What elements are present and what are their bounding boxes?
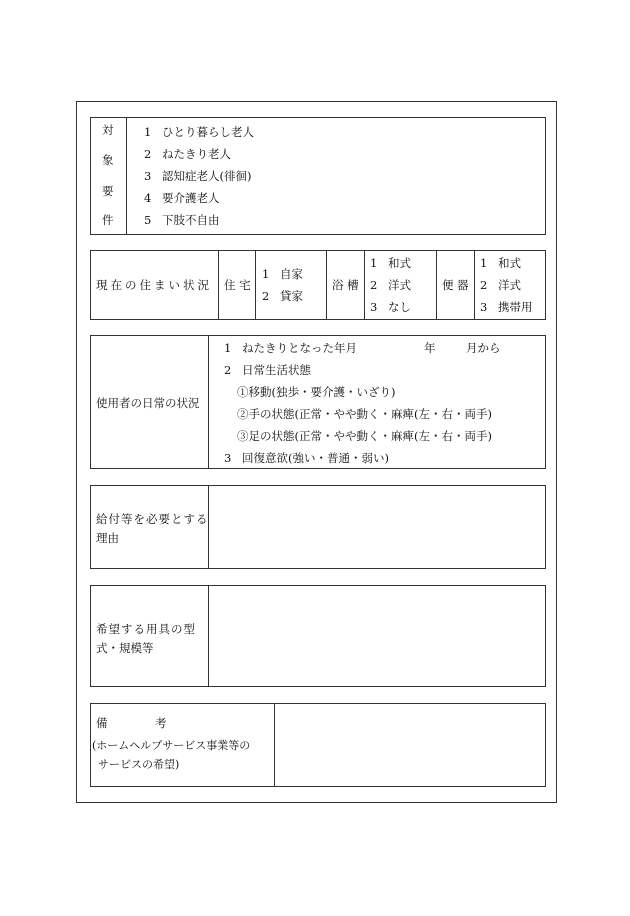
housing-divider-5 (436, 250, 437, 320)
remarks-label-b: 考 (155, 716, 167, 730)
option-num: 1 (480, 256, 488, 270)
equipment-label-1: 希望する用具の型 (96, 622, 196, 636)
target-item-text: ねたきり老人 (162, 147, 231, 161)
remarks-label-a: 備 (96, 716, 108, 730)
bath-option-2[interactable] (370, 278, 411, 292)
target-item-num: 4 (144, 191, 152, 205)
housing-divider-6 (474, 250, 475, 320)
daily-sub-2[interactable]: ②手の状態(正常・やや動く・麻痺(左・右・両手) (237, 407, 492, 421)
toilet-option-3[interactable] (480, 300, 533, 314)
target-item-5[interactable] (144, 213, 220, 227)
housing-label: 現在の住まい状況 (96, 278, 212, 292)
equipment-label-2: 式・規模等 (96, 641, 154, 655)
option-num: 3 (370, 300, 378, 314)
option-text: 和式 (498, 256, 521, 270)
option-text: 和式 (388, 256, 411, 270)
target-item-3[interactable] (144, 169, 251, 183)
option-text: 携帯用 (498, 300, 533, 314)
line-text: ねたきりとなった年月 (242, 341, 357, 355)
target-item-num: 3 (144, 169, 152, 183)
toilet-option-1[interactable] (480, 256, 521, 270)
daily-sub-3[interactable]: ③足の状態(正常・やや動く・麻痺(左・右・両手) (237, 429, 492, 443)
option-text: 自家 (280, 267, 303, 281)
reason-input-area[interactable] (209, 486, 545, 568)
target-item-text: 要介護老人 (162, 191, 220, 205)
target-label-char-2: 象 (102, 153, 114, 167)
housing-divider-3 (326, 250, 327, 320)
target-label-char-4: 件 (102, 213, 114, 227)
target-item-4[interactable] (144, 191, 220, 205)
reason-label-1: 給付等を必要とする (96, 512, 209, 526)
option-num: 1 (370, 256, 378, 270)
daily-divider (208, 335, 209, 469)
reason-label-2: 理由 (96, 531, 119, 545)
target-item-text: 下肢不自由 (162, 213, 220, 227)
residence-label: 住 宅 (224, 278, 251, 292)
line-num: 3 (224, 451, 232, 465)
option-text: 洋式 (388, 278, 411, 292)
daily-line-2 (224, 363, 311, 377)
daily-label: 使用者の日常の状況 (96, 396, 200, 410)
target-item-num: 5 (144, 213, 152, 227)
target-item-num: 1 (144, 125, 152, 139)
target-label-char-1: 対 (102, 123, 114, 137)
option-text: 貸家 (280, 289, 303, 303)
option-num: 2 (480, 278, 488, 292)
daily-sub-1[interactable]: ①移動(独歩・要介護・いざり) (237, 385, 396, 399)
toilet-label: 便 器 (442, 278, 469, 292)
daily-line-3[interactable] (224, 451, 389, 465)
target-item-2[interactable] (144, 147, 231, 161)
bath-label: 浴 槽 (332, 278, 359, 292)
month-label[interactable]: 月から (466, 341, 501, 355)
option-num: 3 (480, 300, 488, 314)
target-item-text: ひとり暮らし老人 (162, 125, 254, 139)
residence-option-1[interactable] (262, 267, 303, 281)
option-num: 2 (370, 278, 378, 292)
residence-option-2[interactable] (262, 289, 303, 303)
target-label-char-3: 要 (102, 184, 114, 198)
daily-line-1 (224, 341, 357, 355)
target-item-1[interactable] (144, 125, 254, 139)
target-divider (126, 117, 127, 235)
housing-divider-2 (255, 250, 256, 320)
line-text: 回復意欲(強い・普通・弱い) (242, 451, 389, 465)
bath-option-1[interactable] (370, 256, 411, 270)
bath-option-3[interactable] (370, 300, 411, 314)
remarks-input-area[interactable] (275, 704, 545, 786)
target-item-text: 認知症老人(徘徊) (162, 169, 252, 183)
option-text: 洋式 (498, 278, 521, 292)
housing-divider-4 (364, 250, 365, 320)
year-label[interactable]: 年 (424, 341, 436, 355)
option-num: 1 (262, 267, 270, 281)
option-num: 2 (262, 289, 270, 303)
target-item-num: 2 (144, 147, 152, 161)
line-num: 2 (224, 363, 232, 377)
remarks-note-2: サービスの希望) (98, 758, 180, 771)
toilet-option-2[interactable] (480, 278, 521, 292)
remarks-note-1: (ホームヘルプサービス事業等の (92, 739, 251, 752)
line-num: 1 (224, 341, 232, 355)
equipment-input-area[interactable] (209, 586, 545, 686)
option-text: なし (388, 300, 411, 314)
line-text: 日常生活状態 (242, 363, 311, 377)
housing-divider-1 (218, 250, 219, 320)
